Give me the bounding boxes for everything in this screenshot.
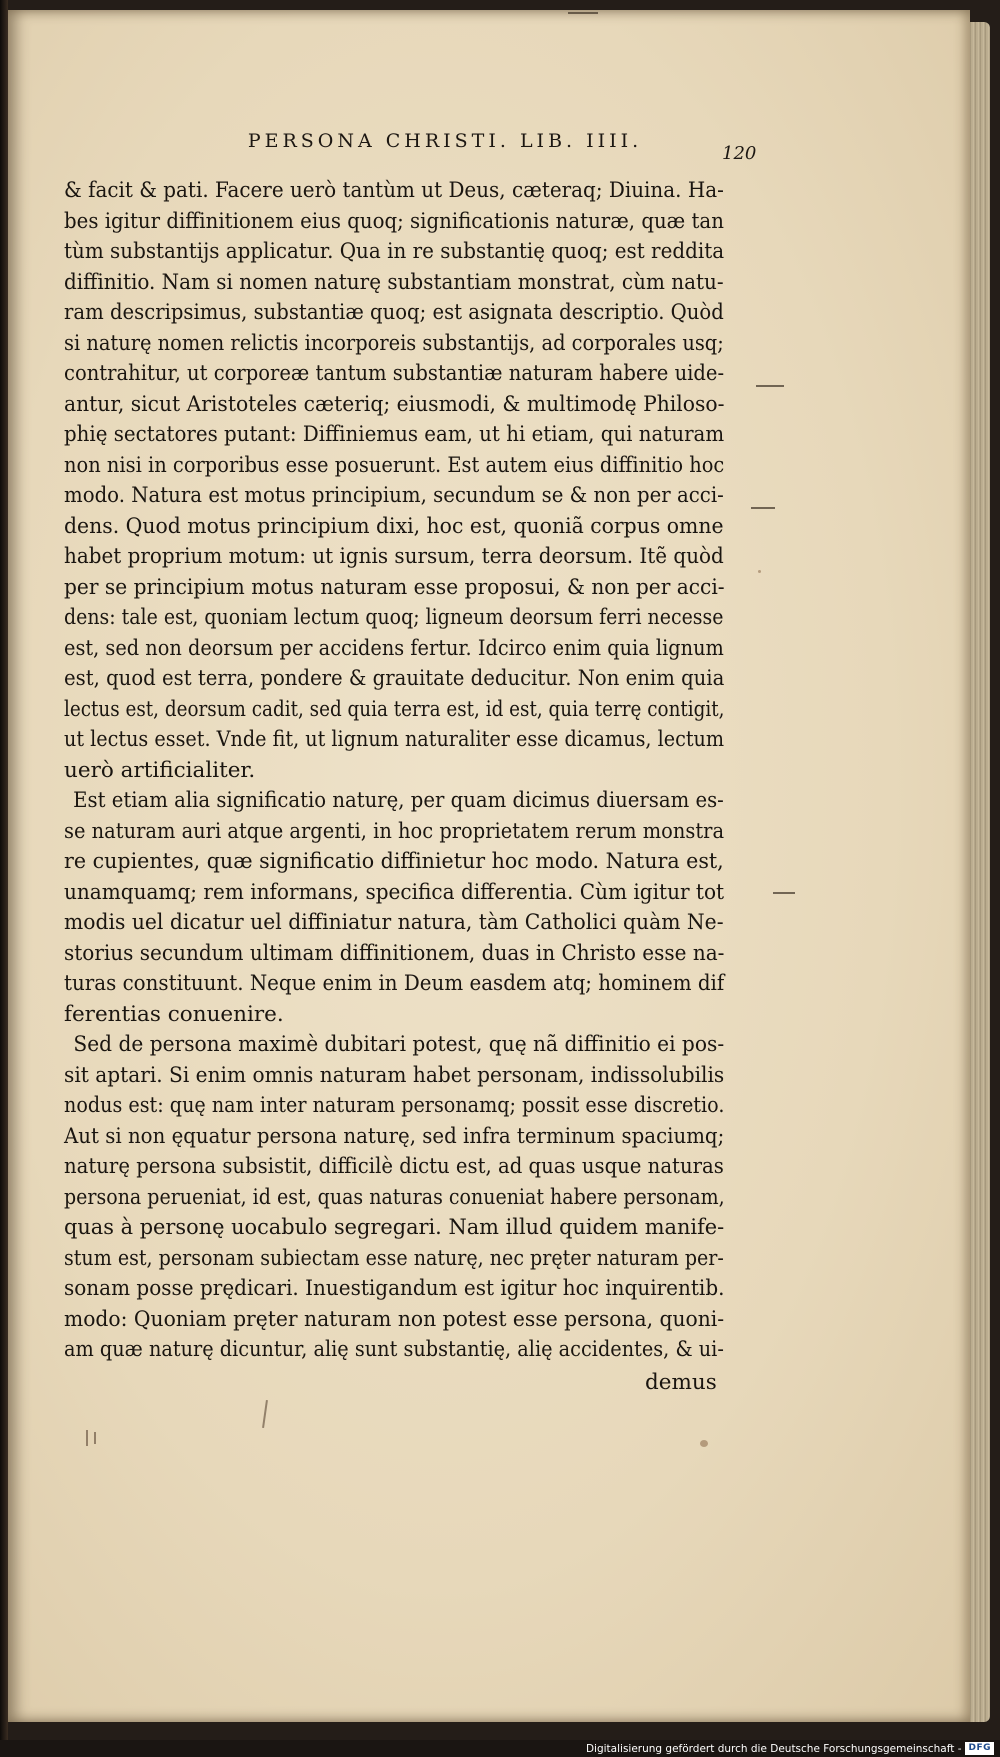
text-line: sonam posse prędicari. Inuestigandum est igitur hoc inquirentib.: [64, 1276, 725, 1301]
catchword: demus: [645, 1370, 717, 1395]
text-line: nodus est: quę nam inter naturam personamq; possit esse discretio.: [64, 1093, 725, 1118]
text-line: est, quod est terra, pondere & grauitate deducitur. Non enim quia: [64, 666, 725, 691]
top-mark: [568, 12, 598, 14]
margin-mark: [756, 385, 784, 387]
text-line: dens. Quod motus principium dixi, hoc est, quoniã corpus omne: [64, 513, 724, 539]
main-text: [64, 176, 724, 1366]
text-line: modo. Natura est motus principium, secundum se & non per acci-: [64, 483, 724, 508]
folio-number: 120: [722, 143, 757, 164]
paragraph-start-line: Est etiam alia significatio naturę, per quam dicimus diuersam es-: [73, 788, 724, 813]
text-line: ut lectus esset. Vnde fit, ut lignum naturaliter esse dicamus, lectum: [64, 727, 725, 752]
text-line: contrahitur, ut corporeæ tantum substantiæ naturam habere uide-: [64, 361, 725, 386]
margin-mark: [751, 507, 775, 509]
text-line: ferentias conuenire.: [64, 1001, 284, 1027]
text-line: re cupientes, quæ significatio diffinietur hoc modo. Natura est,: [64, 849, 724, 874]
text-line: quas à personę uocabulo segregari. Nam illud quidem manife-: [64, 1215, 725, 1240]
paper-stain: [700, 1440, 708, 1447]
text-line: ram descripsimus, substantiæ quoq; est asignata descriptio. Quòd: [64, 300, 724, 325]
ink-scratch: [262, 1400, 268, 1428]
text-line: Aut si non ęquatur persona naturę, sed infra terminum spaciumq;: [64, 1123, 725, 1149]
text-line: est, sed non deorsum per accidens fertur. Idcirco enim quia lignum: [64, 635, 724, 661]
ink-scratch: [94, 1432, 96, 1444]
text-line: habet proprium motum: ut ignis sursum, terra deorsum. Itẽ quòd: [64, 544, 724, 569]
text-line: phię sectatores putant: Diffiniemus eam, ut hi etiam, qui naturam: [64, 422, 725, 447]
text-line: & facit & pati. Facere uerò tantùm ut Deus, cæteraq; Diuina. Ha-: [64, 178, 724, 203]
book-spine-shadow: [0, 0, 8, 1757]
text-line: modo: Quoniam pręter naturam non potest esse persona, quoni-: [64, 1306, 725, 1332]
text-line: stum est, personam subiectam esse naturę, nec pręter naturam per-: [64, 1245, 724, 1271]
text-line: naturę persona subsistit, difficilè dictu est, ad quas usque naturas: [64, 1154, 724, 1179]
paragraph-start-line: Sed de persona maximè dubitari potest, quę nã diffinitio ei pos-: [73, 1032, 725, 1057]
text-line: uerò artificialiter.: [64, 757, 256, 783]
funding-credit: [586, 1741, 994, 1756]
margin-mark: [773, 892, 795, 894]
text-line: antur, sicut Aristoteles cæteriq; eiusmodi, & multimodę Philoso-: [64, 391, 725, 417]
text-line: unamquamq; rem informans, specifica differentia. Cùm igitur tot: [64, 879, 725, 905]
text-line: storius secundum ultimam diffinitionem, duas in Christo esse na-: [64, 940, 725, 966]
text-line: bes igitur diffinitionem eius quoq; significationis naturæ, quæ tan: [64, 208, 724, 234]
text-line: se naturam auri atque argenti, in hoc proprietatem rerum monstra: [64, 818, 725, 844]
text-line: tùm substantijs applicatur. Qua in re substantię quoq; est reddita: [64, 239, 725, 264]
text-line: per se principium motus naturam esse proposui, & non per acci-: [64, 574, 725, 600]
text-line: si naturę nomen relictis incorporeis substantijs, ad corporales usq;: [64, 330, 724, 356]
text-line: diffinitio. Nam si nomen naturę substantiam monstrat, cùm natu-: [64, 269, 724, 295]
text-line: persona perueniat, id est, quas naturas conueniat habere personam,: [64, 1184, 725, 1210]
funding-credit-text: Digitalisierung gefördert durch die Deutsche Forschungsgemeinschaft -: [585, 1742, 962, 1755]
running-title: PERSONA CHRISTI. LIB. IIII.: [247, 130, 643, 152]
text-line: modis uel dicatur uel diffiniatur natura, tàm Catholici quàm Ne-: [64, 910, 724, 935]
text-line: lectus est, deorsum cadit, sed quia terra est, id est, quia terrę contigit,: [64, 696, 725, 722]
text-line: turas constituunt. Neque enim in Deum easdem atq; hominem dif: [64, 971, 725, 996]
ink-scratch: [86, 1430, 88, 1446]
text-line: sit aptari. Si enim omnis naturam habet personam, indissolubilis: [64, 1062, 725, 1088]
text-line: non nisi in corporibus esse posuerunt. Est autem eius diffinitio hoc: [64, 452, 725, 478]
paper-stain: [758, 570, 761, 573]
dfg-logo[interactable]: DFG: [965, 1742, 994, 1755]
text-line: am quæ naturę dicuntur, alię sunt substantię, alię accidentes, & ui-: [64, 1337, 724, 1362]
text-line: dens: tale est, quoniam lectum quoq; ligneum deorsum ferri necesse: [64, 605, 724, 630]
